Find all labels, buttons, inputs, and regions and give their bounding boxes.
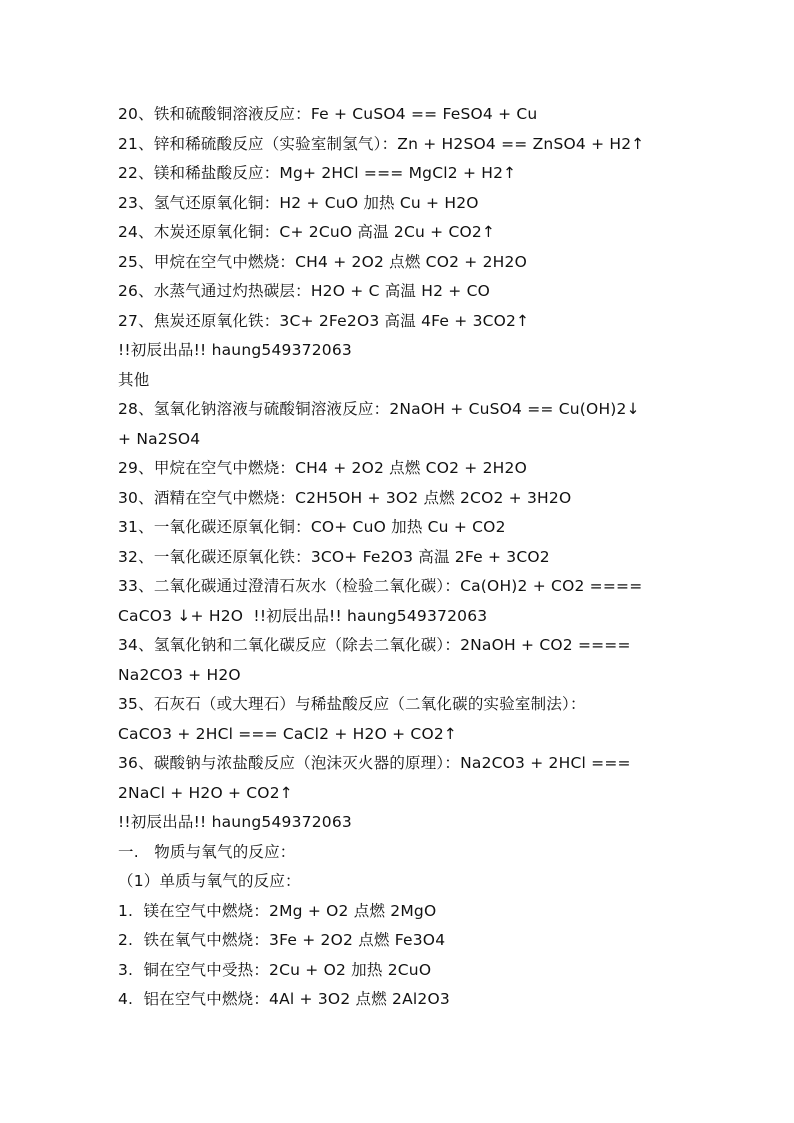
document-page xyxy=(118,100,698,1015)
text-line: 31、一氧化碳还原氧化铜：CO+ CuO 加热 Cu + CO2 xyxy=(118,518,506,536)
text-line: 26、水蒸气通过灼热碳层：H2O + C 高温 H2 + CO xyxy=(118,282,491,300)
text-line: 29、甲烷在空气中燃烧：CH4 + 2O2 点燃 CO2 + 2H2O xyxy=(118,459,527,477)
text-line: 24、木炭还原氧化铜：C+ 2CuO 高温 2Cu + CO2↑ xyxy=(118,223,496,241)
section-heading: 其他 xyxy=(118,370,150,389)
text-line: 36、碳酸钠与浓盐酸反应（泡沫灭火器的原理）：Na2CO3 + 2HCl === xyxy=(118,754,631,772)
text-line: !!初辰出品!! haung549372063 xyxy=(118,341,352,359)
text-line: + Na2SO4 xyxy=(118,429,201,448)
text-line: 27、焦炭还原氧化铁：3C+ 2Fe2O3 高温 4Fe + 3CO2↑ xyxy=(118,311,530,330)
text-line: Na2CO3 + H2O xyxy=(118,665,241,684)
text-line: 22、镁和稀盐酸反应：Mg+ 2HCl === MgCl2 + H2↑ xyxy=(118,164,517,182)
text-line: 4. 铝在空气中燃烧：4Al + 3O2 点燃 2Al2O3 xyxy=(118,990,450,1008)
text-line: CaCO3 ↓+ H2O !!初辰出品!! haung549372063 xyxy=(118,606,488,625)
text-line: 32、一氧化碳还原氧化铁：3CO+ Fe2O3 高温 2Fe + 3CO2 xyxy=(118,547,550,566)
text-line: 33、二氧化碳通过澄清石灰水（检验二氧化碳）：Ca(OH)2 + CO2 ==== xyxy=(118,577,643,595)
text-line: 2NaCl + H2O + CO2↑ xyxy=(118,783,293,802)
section-heading: 一. 物质与氧气的反应： xyxy=(118,842,296,861)
subsection-heading: （1）单质与氧气的反应： xyxy=(118,872,301,890)
text-line: 25、甲烷在空气中燃烧：CH4 + 2O2 点燃 CO2 + 2H2O xyxy=(118,252,527,271)
text-line: CaCO3 + 2HCl === CaCl2 + H2O + CO2↑ xyxy=(118,724,458,743)
text-line: 20、铁和硫酸铜溶液反应：Fe + CuSO4 == FeSO4 + Cu xyxy=(118,105,538,123)
text-line: 30、酒精在空气中燃烧：C2H5OH + 3O2 点燃 2CO2 + 3H2O xyxy=(118,488,572,507)
text-line: 3. 铜在空气中受热：2Cu + O2 加热 2CuO xyxy=(118,960,432,979)
text-line: 21、锌和稀硫酸反应（实验室制氢气）：Zn + H2SO4 == ZnSO4 + H2↑ xyxy=(118,134,645,153)
text-line: 28、氢氧化钠溶液与硫酸铜溶液反应：2NaOH + CuSO4 == Cu(OH)2↓ xyxy=(118,400,640,418)
text-line: 2. 铁在氧气中燃烧：3Fe + 2O2 点燃 Fe3O4 xyxy=(118,931,446,949)
text-line: 1. 镁在空气中燃烧：2Mg + O2 点燃 2MgO xyxy=(118,901,437,920)
text-line: 23、氢气还原氧化铜：H2 + CuO 加热 Cu + H2O xyxy=(118,193,479,212)
text-line: !!初辰出品!! haung549372063 xyxy=(118,813,352,831)
text-line: 35、石灰石（或大理石）与稀盐酸反应（二氧化碳的实验室制法）： xyxy=(118,695,586,713)
text-line: 34、氢氧化钠和二氧化碳反应（除去二氧化碳）：2NaOH + CO2 ==== xyxy=(118,636,631,654)
